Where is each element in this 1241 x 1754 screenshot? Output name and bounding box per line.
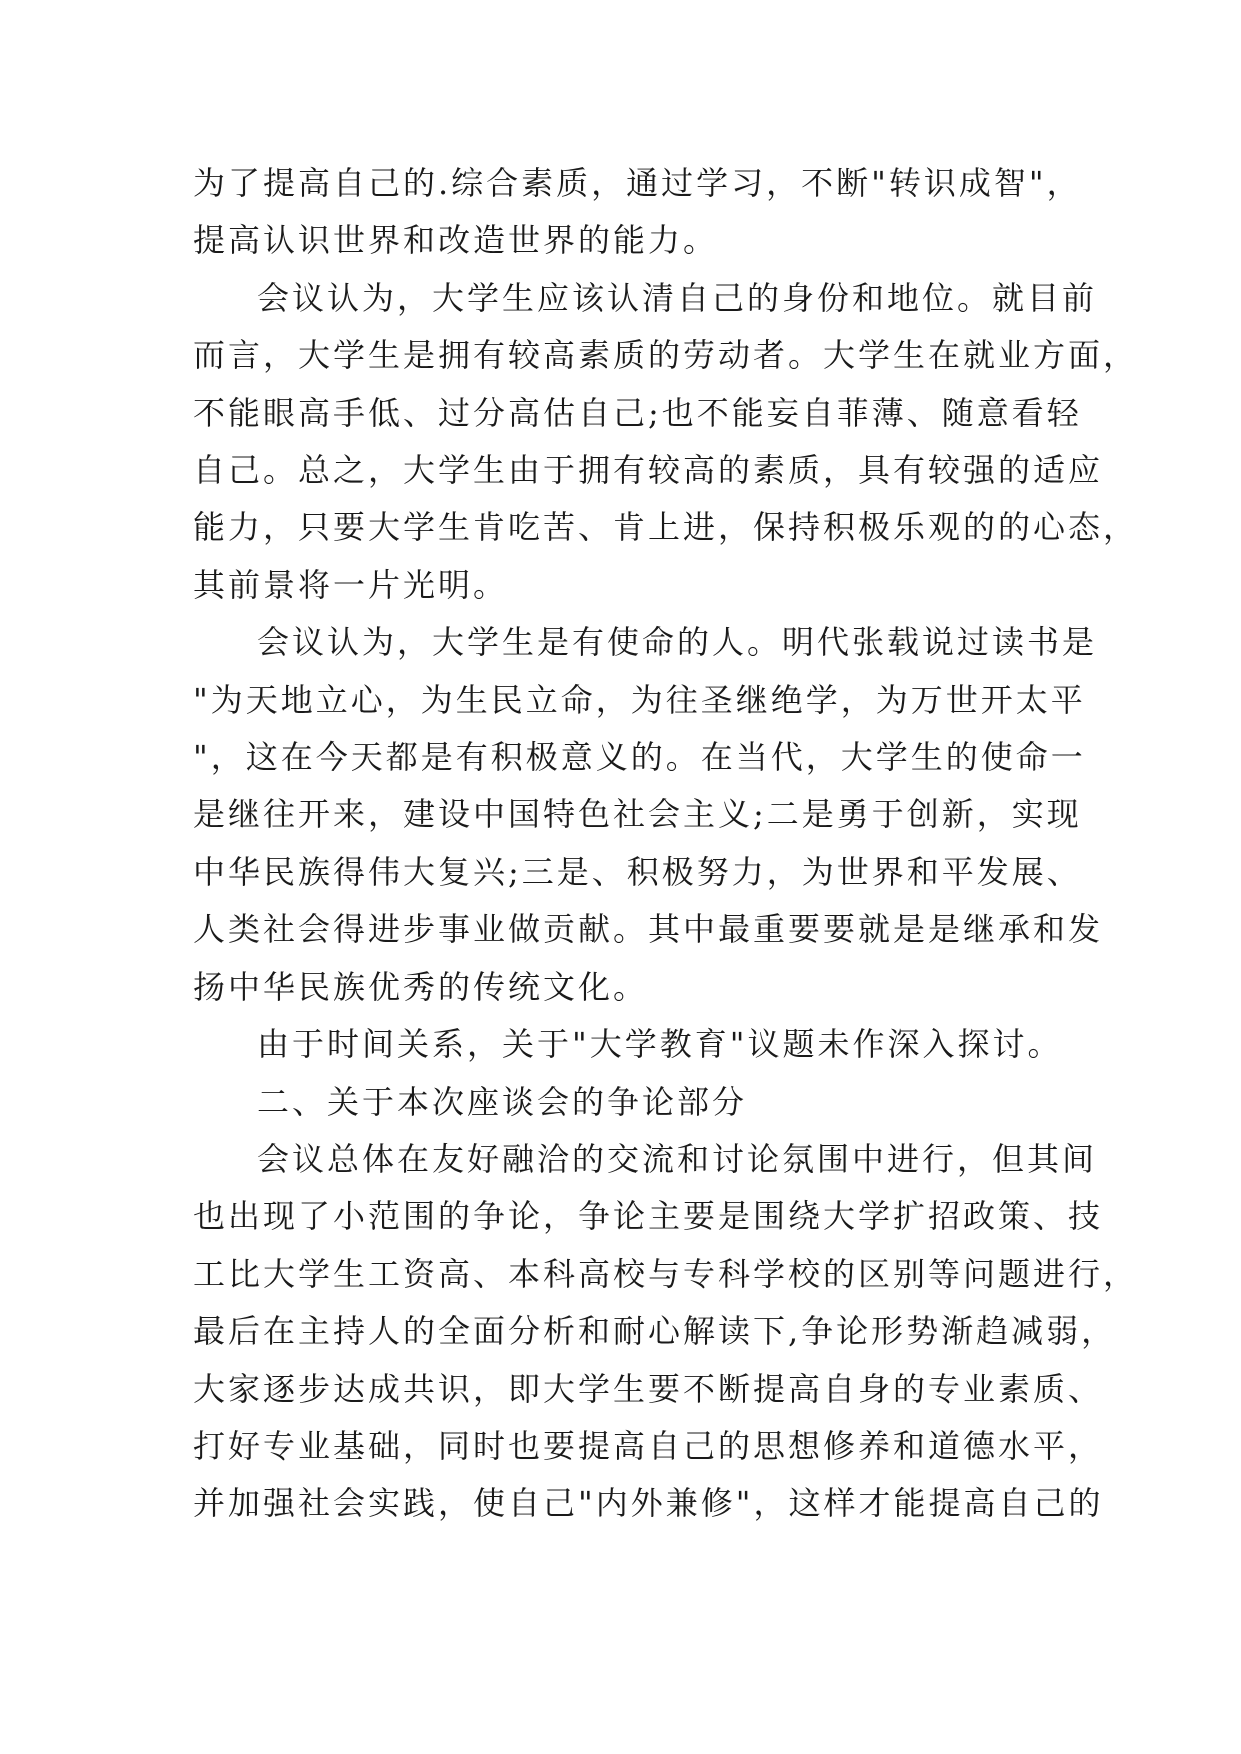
section-heading	[193, 1074, 1063, 1131]
text-line: "，这在今天都是有积极意义的。在当代，大学生的使命一	[193, 738, 1086, 777]
text-line: 自己。总之，大学生由于拥有较高的素质，具有较强的适应	[193, 451, 1104, 490]
text-line: 打好专业基础，同时也要提高自己的思想修养和道德水平，	[193, 1426, 1104, 1465]
text-line: 不能眼高手低、过分高估自己;也不能妄自菲薄、随意看轻	[193, 393, 1082, 432]
text-line: 二、关于本次座谈会的争论部分	[257, 1082, 748, 1121]
document-body	[193, 155, 1139, 1533]
paragraph-2	[193, 270, 1139, 614]
text-line: 工比大学生工资高、本科高校与专科学校的区别等问题进行，	[193, 1254, 1139, 1293]
text-line: 并加强社会实践，使自己"内外兼修"，这样才能提高自己的	[193, 1484, 1104, 1523]
text-line: 中华民族得伟大复兴;三是、积极努力，为世界和平发展、	[193, 852, 1082, 891]
text-line: 大家逐步达成共识，即大学生要不断提高自身的专业素质、	[193, 1369, 1104, 1408]
text-line: 人类社会得进步事业做贡献。其中最重要要就是是继承和发	[193, 910, 1104, 949]
paragraph-1	[193, 155, 1082, 270]
paragraph-3	[193, 614, 1104, 1016]
paragraph-4	[193, 1016, 1063, 1073]
text-line: 是继往开来，建设中国特色社会主义;二是勇于创新，实现	[193, 795, 1082, 834]
text-line: "为天地立心，为生民立命，为往圣继绝学，为万世开太平	[193, 680, 1086, 719]
text-line: 会议认为，大学生应该认清自己的身份和地位。就目前	[257, 278, 1098, 317]
text-line: 最后在主持人的全面分析和耐心解读下,争论形势渐趋减弱，	[193, 1312, 1117, 1351]
text-line: 由于时间关系，关于"大学教育"议题未作深入探讨。	[257, 1025, 1063, 1064]
text-line: 能力，只要大学生肯吃苦、肯上进，保持积极乐观的的心态，	[193, 508, 1139, 547]
text-line: 也出现了小范围的争论，争论主要是围绕大学扩招政策、技	[193, 1197, 1104, 1236]
text-line: 其前景将一片光明。	[193, 565, 509, 604]
text-line: 为了提高自己的.综合素质，通过学习，不断"转识成智"，	[193, 164, 1082, 202]
text-line: 会议认为，大学生是有使命的人。明代张载说过读书是	[257, 623, 1098, 662]
paragraph-6	[193, 1131, 1139, 1533]
text-line: 而言，大学生是拥有较高素质的劳动者。大学生在就业方面，	[193, 336, 1139, 375]
text-line: 会议总体在友好融洽的交流和讨论氛围中进行，但其间	[257, 1139, 1098, 1178]
text-line: 提高认识世界和改造世界的能力。	[193, 221, 719, 260]
text-line: 扬中华民族优秀的传统文化。	[193, 967, 649, 1006]
